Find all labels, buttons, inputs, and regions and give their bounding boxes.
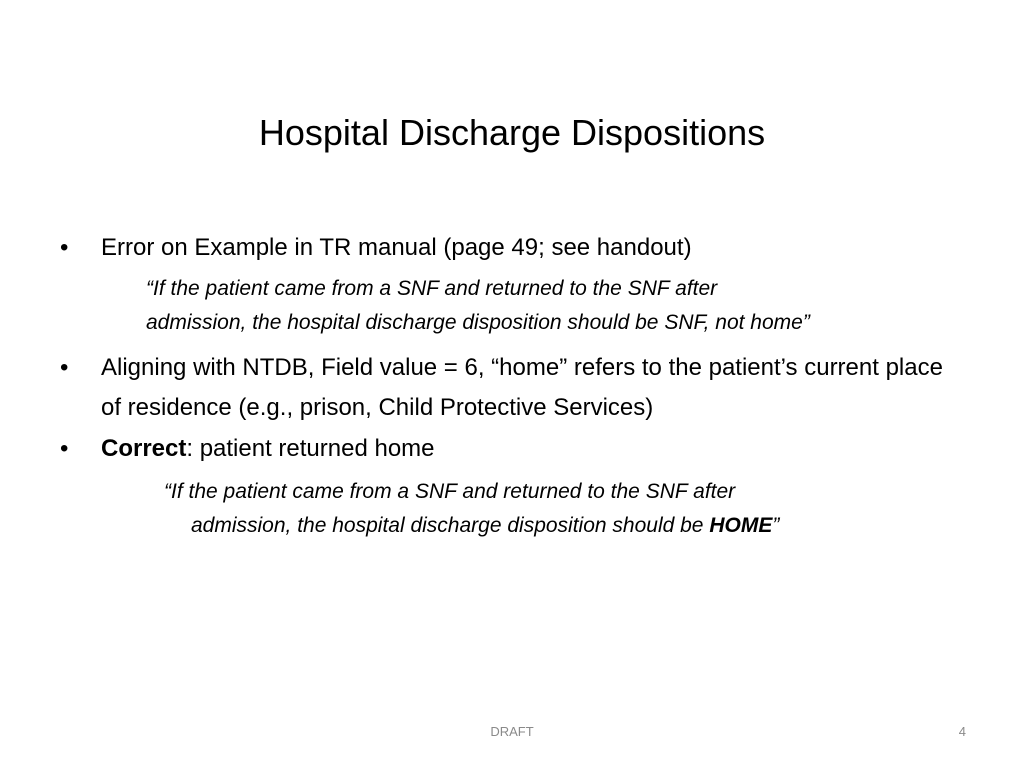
page-number: 4	[958, 724, 966, 739]
bullet-text: Error on Example in TR manual (page 49; see handout)	[101, 234, 692, 261]
bullet-marker: •	[60, 435, 69, 462]
bullet-item	[60, 228, 960, 268]
quote-line: “If the patient came from a SNF and returned to the SNF after	[164, 480, 736, 503]
bullet-text: : patient returned home	[186, 435, 435, 462]
quote-text: admission, the hospital discharge disposition should be	[191, 514, 710, 537]
quote-line	[191, 509, 1004, 543]
bullet-marker: •	[60, 234, 69, 261]
quote-text: ”	[772, 514, 780, 537]
bullet-text-wrapper	[101, 429, 960, 469]
bullet-marker: •	[60, 354, 69, 381]
bullet-item	[60, 429, 960, 469]
footer-label: DRAFT	[490, 724, 534, 739]
bullet-text: Aligning with NTDB, Field value = 6, “home” refers to the patient’s current place of residence (e.g., prison, Child Protective Services)	[101, 354, 943, 421]
bullet-item	[60, 348, 960, 428]
quote-line: “If the patient came from a SNF and returned to the SNF after	[146, 277, 718, 300]
quote-block	[164, 475, 1004, 543]
quote-block	[146, 272, 986, 340]
slide-title: Hospital Discharge Dispositions	[258, 112, 766, 153]
bullet-bold-lead: Correct	[101, 435, 187, 462]
quote-line: admission, the hospital discharge disposition should be SNF, not home”	[146, 311, 810, 334]
quote-emphasis: HOME	[709, 514, 773, 537]
